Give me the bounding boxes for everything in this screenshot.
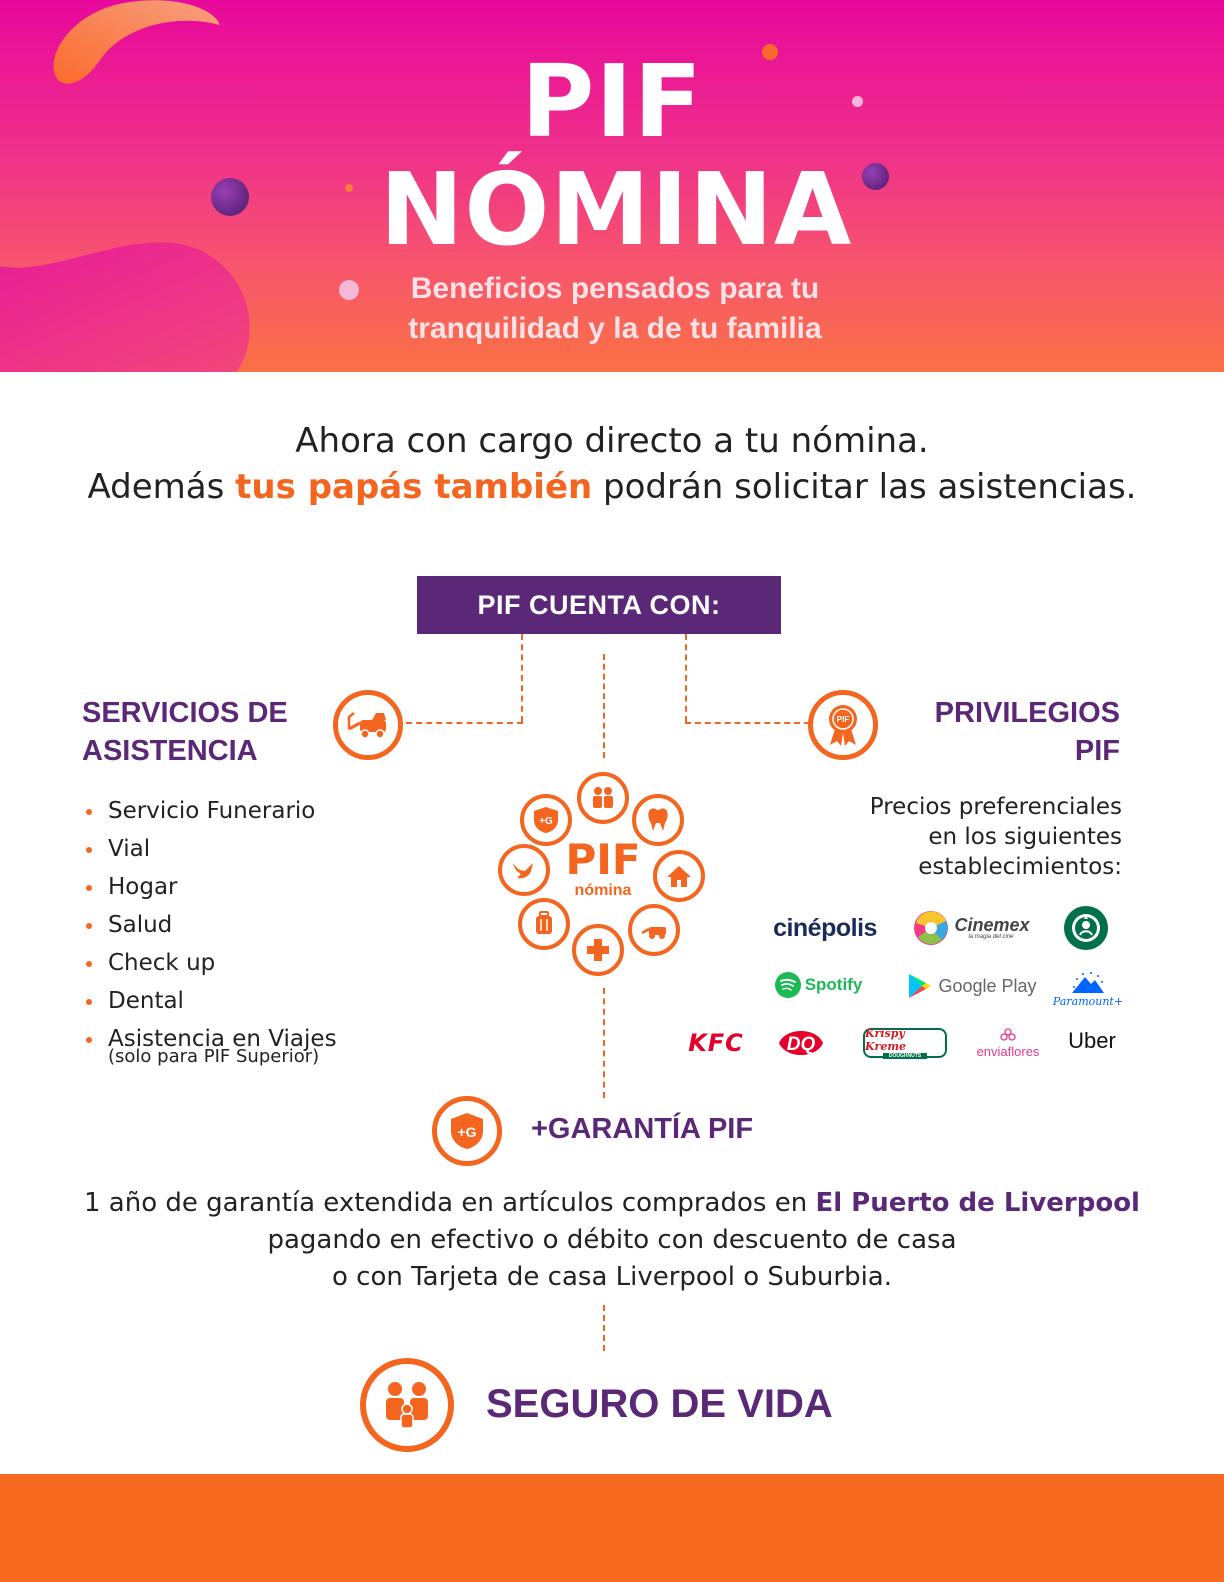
services-title-line1: SERVICIOS DE [82,697,288,729]
garantia-shield-icon [432,1096,502,1166]
health-cross-icon [572,924,624,976]
list-item: Servicio Funerario [86,792,406,830]
services-note: (solo para PIF Superior) [108,1046,320,1067]
decor-dot-subtitle [339,280,359,300]
enviaflores-logo [970,1022,1046,1064]
paramount-logo [1052,966,1124,1012]
garantia-line3: o con Tarjeta de casa Liverpool o Suburbia. [331,1262,892,1292]
list-item: Salud [86,906,406,944]
priv-desc-line1: Precios preferenciales [869,794,1122,820]
cinemex-logo [906,906,1036,950]
services-title [82,694,288,770]
family-icon [577,772,629,824]
enviaflores-wordmark: enviaflores [976,1043,1040,1059]
garantia-line1-pre: 1 año de garantía extendida en artículos comprados en [84,1188,816,1218]
luggage-icon [518,898,570,950]
list-item: Dental [86,982,406,1020]
hero-subtitle-line2: tranquilidad y la de tu familia [408,312,822,345]
services-list [86,792,406,1058]
dq-icon [776,1025,826,1061]
paramount-wordmark: Paramount+ [1052,994,1124,1008]
tow-truck-icon [333,690,403,760]
garantia-store-highlight: El Puerto de Liverpool [815,1188,1140,1218]
kfc-logo: KFC [688,1029,744,1057]
priv-desc-line3: establecimientos: [918,854,1122,880]
hero-title-nomina: NÓMINA [379,151,853,268]
footer-bar [0,1474,1224,1582]
connector-center-bottom [603,1305,605,1351]
spotify-wordmark: Spotify [804,975,863,994]
connector-center-mid [603,988,605,1098]
cinemex-tagline: la magia del cine [968,934,1014,940]
home-icon [653,850,705,902]
pif-nomina-emblem [498,772,708,982]
list-item: Hogar [86,868,406,906]
dairy-queen-logo [776,1024,826,1062]
google-play-logo [905,970,1039,1002]
pif-cuenta-con-banner: PIF CUENTA CON: [417,576,781,634]
intro-line2-post: podrán solicitar las asistencias. [592,467,1137,507]
paramount-mountain-icon [1071,971,1105,995]
list-item: Vial [86,830,406,868]
privileges-title-line2: PIF [1074,735,1120,767]
garantia-line1 [0,1185,1224,1222]
krispy-sub: DOUGHNUTS [883,1053,927,1059]
tow-truck-small-icon [628,904,680,956]
connector-right-h [685,722,810,724]
connector-right-v [685,634,687,722]
emblem-pif-word: PIF [565,835,641,884]
intro-highlight: tus papás también [235,467,593,507]
connector-left-h [406,722,523,724]
privileges-title [935,694,1120,770]
award-ribbon-icon [808,690,878,760]
hero-header [0,0,1224,372]
emblem-badge-text: +G [539,816,553,827]
dove-icon [498,844,550,896]
cinepolis-logo: cinépolis [773,913,877,942]
list-item: Asistencia en Viajes [86,1020,406,1058]
dq-wordmark: DQ [786,1034,816,1055]
intro-line2 [0,464,1224,510]
hero-title-pif: PIF [521,43,703,160]
priv-desc-line2: en los siguientes [928,824,1122,850]
life-insurance-family-icon [360,1358,454,1452]
privileges-description [822,792,1122,882]
spotify-icon [774,971,802,999]
krispy-kreme-logo [862,1026,948,1060]
krispy-wordmark: Krispy Kreme [865,1027,906,1053]
emblem-nomina-word: nómina [574,882,632,899]
connector-center-top [603,654,605,758]
cinemex-swirl-icon [912,909,950,947]
award-badge-text: PIF [836,715,850,724]
list-item: Check up [86,944,406,982]
google-play-icon [907,972,933,1000]
privileges-title-line1: PRIVILEGIOS [934,697,1120,729]
services-title-line2: ASISTENCIA [82,735,258,767]
flower-icon [1000,1028,1016,1044]
garantia-title: +GARANTÍA PIF [531,1113,754,1145]
garantia-line2: pagando en efectivo o débito con descuento de casa [267,1225,957,1255]
starbucks-logo-icon [1062,904,1110,952]
cinemex-wordmark: Cinemex [954,915,1030,935]
intro-line2-pre: Además [87,467,236,507]
seguro-title: SEGURO DE VIDA [486,1382,833,1426]
uber-logo: Uber [1068,1028,1116,1053]
garantia-badge-text: +G [457,1124,477,1140]
hero-subtitle-line1: Beneficios pensados para tu [410,272,820,305]
google-play-wordmark: Google Play [938,975,1037,996]
connector-left-v [521,634,523,722]
spotify-logo [770,968,866,1002]
intro-line1: Ahora con cargo directo a tu nómina. [295,421,929,461]
